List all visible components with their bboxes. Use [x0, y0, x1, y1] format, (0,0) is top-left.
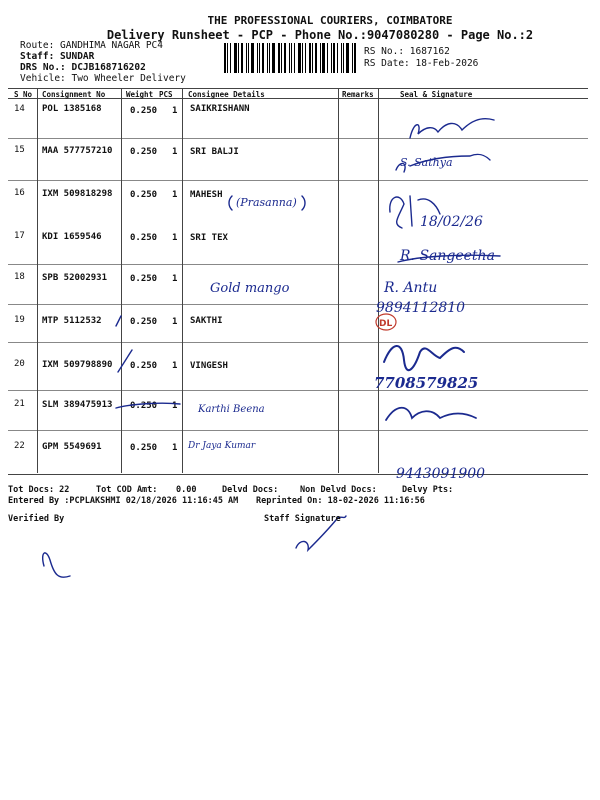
strike-mark [116, 316, 121, 326]
row-pcs: 1 [172, 274, 178, 284]
row-consignment: MTP 5112532 [42, 316, 102, 326]
row-weight: 0.250 [130, 443, 158, 453]
row-weight: 0.250 [130, 233, 158, 243]
row-consignment: MAA 577757210 [42, 146, 113, 156]
drs-text: DRS No.: DCJB168716202 [20, 62, 146, 73]
row-consignment: POL 1385168 [42, 104, 102, 114]
entered-by: Entered By :PCPLAKSHMI 02/18/2026 11:16:45 AM [8, 496, 239, 506]
row-weight: 0.250 [130, 317, 158, 327]
tot-cod-label: Tot COD Amt: [96, 485, 158, 495]
row-pcs: 1 [172, 190, 178, 200]
row-pcs: 1 [172, 401, 178, 411]
row-sno: 15 [14, 145, 25, 155]
row-consignment: GPM 5549691 [42, 442, 102, 452]
vehicle-text: Vehicle: Two Wheeler Delivery [20, 73, 186, 84]
company-title: THE PROFESSIONAL COURIERS, COIMBATORE [207, 14, 453, 27]
row-weight: 0.250 [130, 401, 158, 411]
row-consignment: SPB 52002931 [42, 273, 108, 283]
col-header-weight: Weight [126, 90, 154, 99]
row-consignee: SAIKRISHANN [190, 104, 250, 114]
non-delvd-docs: Non Delvd Docs: [300, 485, 377, 495]
signature-marks [43, 119, 500, 577]
strike-mark [118, 350, 132, 372]
col-header-consignee: Consignee Details [188, 90, 265, 99]
handwritten-seal: 9443091900 [396, 466, 486, 482]
signature-mark [386, 408, 476, 420]
signature-mark [410, 119, 494, 138]
row-pcs: 1 [172, 361, 178, 371]
handwritten-consignee: Gold mango [210, 281, 290, 296]
row-weight: 0.250 [130, 106, 158, 116]
delvd-docs: Delvd Docs: [222, 485, 279, 495]
row-sno: 16 [14, 188, 25, 198]
row-pcs: 1 [172, 443, 178, 453]
col-header-pcs: PCS [159, 90, 173, 99]
row-consignee: SRI BALJI [190, 147, 239, 157]
row-consignment: IXM 509798890 [42, 360, 113, 370]
handwritten-consignee: (Prasanna) [236, 196, 297, 209]
row-consignment: IXM 509818298 [42, 189, 113, 199]
row-sno: 20 [14, 359, 25, 369]
row-weight: 0.250 [130, 274, 158, 284]
row-sno: 18 [14, 272, 25, 282]
handwritten-seal: 7708579825 [374, 374, 479, 392]
col-header-remarks: Remarks [342, 90, 374, 99]
handwritten-consignee: Karthi Beena [198, 404, 265, 415]
signature-mark [384, 346, 464, 370]
row-pcs: 1 [172, 317, 178, 327]
row-pcs: 1 [172, 233, 178, 243]
row-consignee: MAHESH [190, 190, 223, 200]
route-text: Route: GANDHIMA NAGAR PC4 [20, 40, 163, 51]
row-weight: 0.250 [130, 361, 158, 371]
row-pcs: 1 [172, 147, 178, 157]
col-header-consignment: Consignment No [42, 90, 106, 99]
row-weight: 0.250 [130, 190, 158, 200]
row-sno: 14 [14, 104, 25, 114]
tot-cod-value: 0.00 [176, 485, 197, 495]
handwritten-seal: R. Sangeetha [400, 248, 495, 264]
rs-number: RS No.: 1687162 [364, 46, 450, 57]
row-pcs: 1 [172, 106, 178, 116]
row-consignment: KDI 1659546 [42, 232, 102, 242]
col-header-sno: S No [14, 90, 33, 99]
rs-date: RS Date: 18-Feb-2026 [364, 58, 479, 69]
strike-mark [116, 403, 180, 408]
row-sno: 17 [14, 231, 25, 241]
row-sno: 19 [14, 315, 25, 325]
verified-signature [43, 553, 70, 577]
row-consignee: SAKTHI [190, 316, 223, 326]
verified-by-label: Verified By [8, 514, 65, 524]
row-consignee: VINGESH [190, 361, 228, 371]
dl-stamp-text: DL [379, 319, 393, 329]
reprinted-on: Reprinted On: 18-02-2026 11:16:56 [256, 496, 425, 506]
handwritten-seal: 18/02/26 [420, 214, 483, 230]
row-sno: 22 [14, 441, 25, 451]
row-consignee: SRI TEX [190, 233, 228, 243]
row-consignment: SLM 389475913 [42, 400, 113, 410]
handwritten-seal: R. Antu [384, 280, 438, 296]
staff-text: Staff: SUNDAR [20, 51, 95, 62]
row-weight: 0.250 [130, 147, 158, 157]
row-sno: 21 [14, 399, 25, 409]
delvy-pts: Delvy Pts: [402, 485, 454, 495]
handwritten-consignee: Dr Jaya Kumar [188, 441, 256, 451]
staff-signature-label: Staff Signature [264, 514, 341, 524]
tot-docs: Tot Docs: 22 [8, 485, 70, 495]
handwritten-seal: S. Sathya [400, 156, 453, 169]
runsheet-title: Delivery Runsheet - PCP - Phone No.:9047080280 - Page No.:2 [106, 28, 534, 42]
col-header-seal: Seal & Signature [400, 90, 473, 99]
handwritten-seal: 9894112810 [376, 300, 466, 316]
